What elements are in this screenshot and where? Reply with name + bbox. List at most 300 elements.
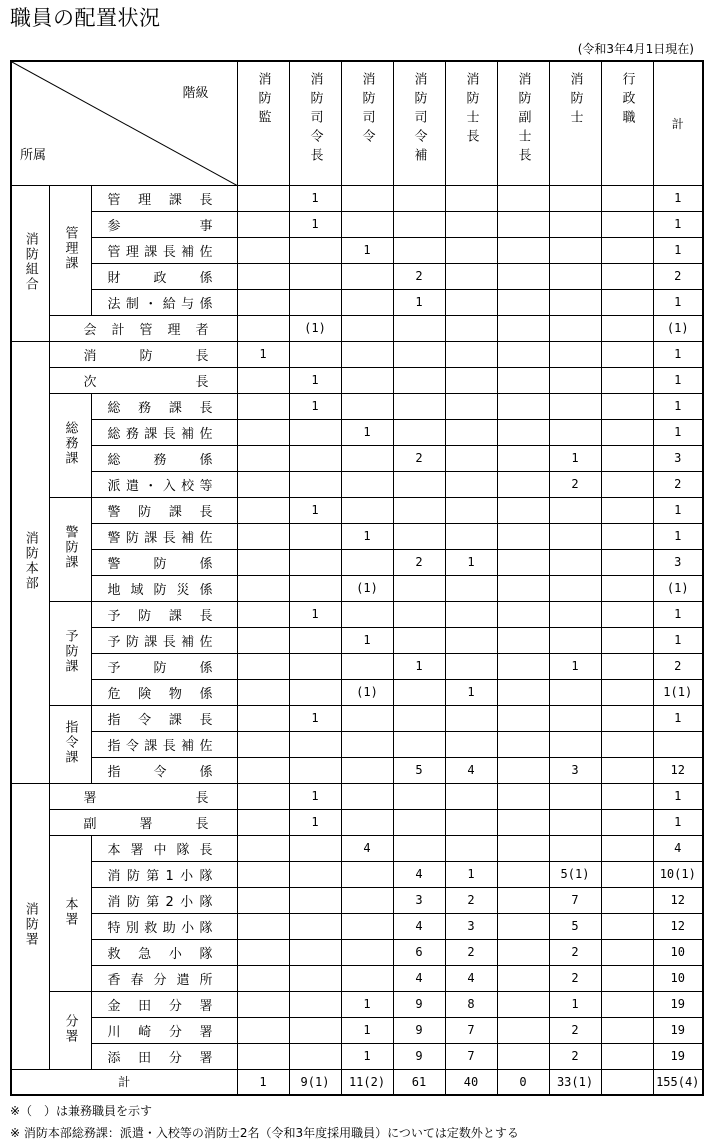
table-cell (601, 835, 653, 861)
table-cell (237, 679, 289, 705)
table-cell (601, 913, 653, 939)
table-cell (497, 471, 549, 497)
total-row (11, 1069, 703, 1095)
table-cell (289, 913, 341, 939)
row-label: 救急小隊 (91, 939, 237, 965)
table-cell (497, 211, 549, 237)
row-label: 警防課長 (91, 497, 237, 523)
table-cell (289, 757, 341, 783)
table-cell (289, 991, 341, 1017)
row-label: 予防課長補佐 (91, 627, 237, 653)
table-cell (393, 185, 445, 211)
table-cell (341, 497, 393, 523)
table-cell (601, 965, 653, 991)
table-cell (341, 211, 393, 237)
table-cell (445, 731, 497, 757)
table-cell (445, 835, 497, 861)
table-cell (601, 731, 653, 757)
table-cell (445, 341, 497, 367)
table-cell: 1 (549, 445, 601, 471)
row-label: 指令課長補佐 (91, 731, 237, 757)
table-cell (237, 419, 289, 445)
table-cell (601, 185, 653, 211)
table-cell (289, 341, 341, 367)
total-label: 計 (11, 1069, 237, 1095)
table-cell (601, 757, 653, 783)
table-cell (601, 887, 653, 913)
table-cell: (1) (341, 679, 393, 705)
table-cell (237, 705, 289, 731)
table-cell (445, 419, 497, 445)
table-cell (445, 653, 497, 679)
table-cell: 5(1) (549, 861, 601, 887)
table-row (11, 367, 703, 393)
notes (10, 1100, 519, 1144)
table-row (11, 861, 703, 887)
table-cell (341, 367, 393, 393)
table-cell: 2 (653, 471, 703, 497)
table-cell: 2 (393, 263, 445, 289)
table-cell (497, 913, 549, 939)
table-cell: 8 (445, 991, 497, 1017)
table-cell: 1 (393, 653, 445, 679)
table-cell: 19 (653, 991, 703, 1017)
column-header-label: 消防司令 (359, 72, 375, 148)
table-cell (497, 523, 549, 549)
table-cell (237, 315, 289, 341)
column-header-label: 消防監 (255, 72, 271, 129)
table-cell (237, 627, 289, 653)
table-cell: (1) (341, 575, 393, 601)
table-cell (445, 185, 497, 211)
table-cell (237, 991, 289, 1017)
table-cell (289, 263, 341, 289)
row-label: 署長 (49, 783, 237, 809)
table-cell: 2 (549, 1017, 601, 1043)
table-cell: 1 (341, 523, 393, 549)
subgroup-cell (49, 601, 91, 705)
table-row (11, 809, 703, 835)
table-cell (601, 393, 653, 419)
column-header-label: 消防副士長 (515, 72, 531, 167)
row-label: 添田分署 (91, 1043, 237, 1069)
table-cell (393, 393, 445, 419)
table-cell: 4 (653, 835, 703, 861)
note-1: ※（ ）は兼務職員を示す (10, 1104, 153, 1118)
table-cell: 6 (393, 939, 445, 965)
table-row (11, 601, 703, 627)
table-cell (289, 679, 341, 705)
table-cell (601, 367, 653, 393)
table-cell: 1 (289, 211, 341, 237)
table-cell (445, 783, 497, 809)
total-cell: 155(4) (653, 1069, 703, 1095)
table-cell (601, 1017, 653, 1043)
column-header-label: 消防士 (567, 72, 583, 129)
subgroup-name: 総務課 (62, 421, 78, 466)
column-header-label: 消防士長 (463, 72, 479, 148)
table-cell: 4 (445, 757, 497, 783)
table-cell: 1 (341, 237, 393, 263)
table-cell (497, 341, 549, 367)
group-cell (11, 783, 49, 1069)
table-cell (445, 575, 497, 601)
table-cell: 2 (549, 471, 601, 497)
row-label: 財政係 (91, 263, 237, 289)
table-row (11, 783, 703, 809)
table-cell (393, 809, 445, 835)
table-cell (601, 1043, 653, 1069)
row-label: 派遣・入校等 (91, 471, 237, 497)
table-cell: 2 (393, 549, 445, 575)
table-cell (237, 211, 289, 237)
table-cell: 1 (653, 237, 703, 263)
table-row (11, 445, 703, 471)
table-cell: 9 (393, 991, 445, 1017)
table-cell (601, 601, 653, 627)
table-cell (237, 1017, 289, 1043)
table-cell: 9 (393, 1043, 445, 1069)
header-diagonal-cell (11, 61, 237, 185)
table-cell: 1 (549, 653, 601, 679)
table-cell (497, 965, 549, 991)
total-cell: 11(2) (341, 1069, 393, 1095)
table-cell (601, 341, 653, 367)
column-header (393, 61, 445, 185)
table-cell (497, 289, 549, 315)
table-cell (341, 341, 393, 367)
table-cell (289, 1017, 341, 1043)
subgroup-name: 指令課 (62, 720, 78, 765)
table-cell (237, 653, 289, 679)
table-cell (393, 627, 445, 653)
table-cell (289, 237, 341, 263)
column-header (549, 61, 601, 185)
row-label: 消防長 (49, 341, 237, 367)
table-cell (497, 263, 549, 289)
table-row (11, 263, 703, 289)
table-cell (497, 575, 549, 601)
table-cell (237, 237, 289, 263)
row-label: 危険物係 (91, 679, 237, 705)
table-cell (601, 419, 653, 445)
table-row (11, 523, 703, 549)
table-cell (497, 861, 549, 887)
column-header-label: 計 (671, 116, 684, 131)
column-header (237, 61, 289, 185)
table-cell: 1 (289, 367, 341, 393)
table-cell (237, 393, 289, 419)
row-label: 管理課長 (91, 185, 237, 211)
table-cell: (1) (289, 315, 341, 341)
table-cell (393, 523, 445, 549)
column-header (445, 61, 497, 185)
page-title: 職員の配置状況 (10, 6, 161, 30)
table-cell (497, 731, 549, 757)
table-cell (497, 367, 549, 393)
table-cell: 1 (653, 705, 703, 731)
table-cell: 3 (653, 549, 703, 575)
table-cell (549, 523, 601, 549)
table-cell (341, 653, 393, 679)
table-cell (601, 523, 653, 549)
table-cell (237, 783, 289, 809)
table-cell: 3 (445, 913, 497, 939)
table-cell (601, 783, 653, 809)
table-cell: 4 (393, 913, 445, 939)
table-row (11, 393, 703, 419)
table-cell (445, 367, 497, 393)
table-cell (549, 627, 601, 653)
table-cell (237, 185, 289, 211)
table-cell: 1 (341, 1017, 393, 1043)
table-cell: 2 (549, 965, 601, 991)
table-cell (237, 367, 289, 393)
table-row (11, 419, 703, 445)
subgroup-name: 予防課 (62, 629, 78, 674)
table-cell (289, 965, 341, 991)
table-cell (393, 705, 445, 731)
table-cell: 1 (445, 861, 497, 887)
table-cell (237, 575, 289, 601)
table-cell (237, 939, 289, 965)
table-cell (237, 913, 289, 939)
table-cell: 2 (653, 263, 703, 289)
table-cell (289, 861, 341, 887)
table-cell (237, 809, 289, 835)
total-cell: 1 (237, 1069, 289, 1095)
table-cell: 1 (289, 601, 341, 627)
table-cell (393, 315, 445, 341)
table-cell (393, 471, 445, 497)
as-of-date: (令和3年4月1日現在) (577, 42, 694, 56)
table-cell (549, 393, 601, 419)
table-cell (549, 237, 601, 263)
table-row (11, 913, 703, 939)
table-cell (341, 887, 393, 913)
table-row (11, 185, 703, 211)
table-cell: 1 (653, 289, 703, 315)
row-label: 本署中隊長 (91, 835, 237, 861)
table-cell (497, 445, 549, 471)
table-cell (497, 783, 549, 809)
column-header (289, 61, 341, 185)
row-label: 法制・給与係 (91, 289, 237, 315)
table-cell (289, 523, 341, 549)
table-cell (497, 419, 549, 445)
table-cell (237, 731, 289, 757)
table-cell (601, 991, 653, 1017)
table-cell (497, 315, 549, 341)
table-cell (341, 809, 393, 835)
table-cell (289, 887, 341, 913)
table-cell (549, 835, 601, 861)
table-row (11, 549, 703, 575)
table-cell (237, 1043, 289, 1069)
table-cell: 1 (653, 523, 703, 549)
diagonal-line (12, 62, 237, 185)
table-cell (601, 497, 653, 523)
table-cell (497, 393, 549, 419)
staff-table (10, 60, 704, 1096)
table-cell (341, 757, 393, 783)
table-row (11, 575, 703, 601)
group-cell (11, 341, 49, 783)
table-cell (445, 809, 497, 835)
table-cell (601, 549, 653, 575)
table-cell: 1 (653, 341, 703, 367)
table-cell (445, 237, 497, 263)
table-cell (549, 783, 601, 809)
header-row (11, 61, 703, 185)
table-cell: 1 (289, 497, 341, 523)
table-cell (445, 497, 497, 523)
column-header (341, 61, 393, 185)
rank-label: 階級 (182, 86, 209, 101)
row-label: 地域防災係 (91, 575, 237, 601)
table-cell: 1 (653, 185, 703, 211)
table-row (11, 315, 703, 341)
table-cell (237, 263, 289, 289)
table-cell (341, 705, 393, 731)
subgroup-cell (49, 835, 91, 991)
table-cell (497, 939, 549, 965)
table-cell (445, 627, 497, 653)
table-cell (393, 367, 445, 393)
table-cell: 1 (653, 783, 703, 809)
table-cell (497, 549, 549, 575)
column-header-label: 消防司令長 (307, 72, 323, 167)
table-cell (601, 627, 653, 653)
row-label: 会計管理者 (49, 315, 237, 341)
table-cell (497, 887, 549, 913)
table-cell (289, 835, 341, 861)
subgroup-name: 管理課 (62, 226, 78, 271)
total-cell: 9(1) (289, 1069, 341, 1095)
column-header-label: 消防司令補 (411, 72, 427, 167)
table-cell (237, 757, 289, 783)
table-cell (445, 601, 497, 627)
table-cell (341, 289, 393, 315)
table-cell: 4 (393, 861, 445, 887)
table-cell: 7 (549, 887, 601, 913)
table-cell (341, 939, 393, 965)
table-cell (393, 211, 445, 237)
table-cell: 2 (549, 1043, 601, 1069)
row-label: 消防第1小隊 (91, 861, 237, 887)
table-cell (393, 601, 445, 627)
table-cell (549, 341, 601, 367)
table-cell (445, 263, 497, 289)
table-cell (289, 445, 341, 471)
table-cell (237, 835, 289, 861)
table-cell: 2 (653, 653, 703, 679)
row-label: 警防係 (91, 549, 237, 575)
table-cell (341, 783, 393, 809)
total-cell: 40 (445, 1069, 497, 1095)
table-row (11, 653, 703, 679)
table-row (11, 1017, 703, 1043)
table-row (11, 471, 703, 497)
table-row (11, 211, 703, 237)
column-header (653, 61, 703, 185)
table-cell (341, 861, 393, 887)
table-cell (289, 549, 341, 575)
table-cell (237, 445, 289, 471)
table-cell: 1 (653, 393, 703, 419)
table-cell (289, 1043, 341, 1069)
table-cell: 4 (445, 965, 497, 991)
table-cell (393, 497, 445, 523)
table-cell (237, 861, 289, 887)
note-2: ※ 消防本部総務課：派遣・入校等の消防士2名（令和3年度採用職員）については定数外とする (10, 1126, 519, 1140)
table-cell (601, 263, 653, 289)
table-cell: 3 (549, 757, 601, 783)
table-cell (341, 185, 393, 211)
table-cell: 19 (653, 1043, 703, 1069)
table-cell: 1 (549, 991, 601, 1017)
table-cell (497, 601, 549, 627)
table-cell (601, 445, 653, 471)
total-cell: 0 (497, 1069, 549, 1095)
group-name: 消防本部 (22, 530, 38, 591)
subgroup-name: 分署 (62, 1013, 78, 1044)
table-cell: 1(1) (653, 679, 703, 705)
table-cell (445, 211, 497, 237)
table-cell: 1 (653, 809, 703, 835)
table-cell (497, 705, 549, 731)
row-label: 総務課長 (91, 393, 237, 419)
table-cell (497, 653, 549, 679)
table-cell: 1 (653, 601, 703, 627)
table-cell (289, 289, 341, 315)
affiliation-label: 所属 (20, 147, 47, 163)
table-row (11, 965, 703, 991)
row-label: 警防課長補佐 (91, 523, 237, 549)
group-name: 消防組合 (22, 231, 38, 292)
table-cell: 2 (445, 887, 497, 913)
table-cell (237, 289, 289, 315)
row-label: 次長 (49, 367, 237, 393)
subgroup-cell (49, 497, 91, 601)
table-cell: 12 (653, 757, 703, 783)
table-cell (237, 887, 289, 913)
table-cell: 1 (289, 783, 341, 809)
table-cell (289, 471, 341, 497)
group-cell (11, 185, 49, 341)
table-cell: 1 (653, 367, 703, 393)
row-label: 管理課長補佐 (91, 237, 237, 263)
table-cell (341, 965, 393, 991)
total-cell (601, 1069, 653, 1095)
table-cell: 1 (237, 341, 289, 367)
table-cell: 1 (341, 419, 393, 445)
subgroup-cell (49, 991, 91, 1069)
group-name: 消防署 (22, 902, 38, 947)
table-cell (393, 341, 445, 367)
table-cell (393, 575, 445, 601)
table-row (11, 835, 703, 861)
table-row (11, 939, 703, 965)
table-cell (445, 523, 497, 549)
table-cell (289, 419, 341, 445)
table-row (11, 731, 703, 757)
table-cell (497, 497, 549, 523)
table-row (11, 887, 703, 913)
table-cell: 10 (653, 939, 703, 965)
table-cell (497, 991, 549, 1017)
table-cell: 19 (653, 1017, 703, 1043)
